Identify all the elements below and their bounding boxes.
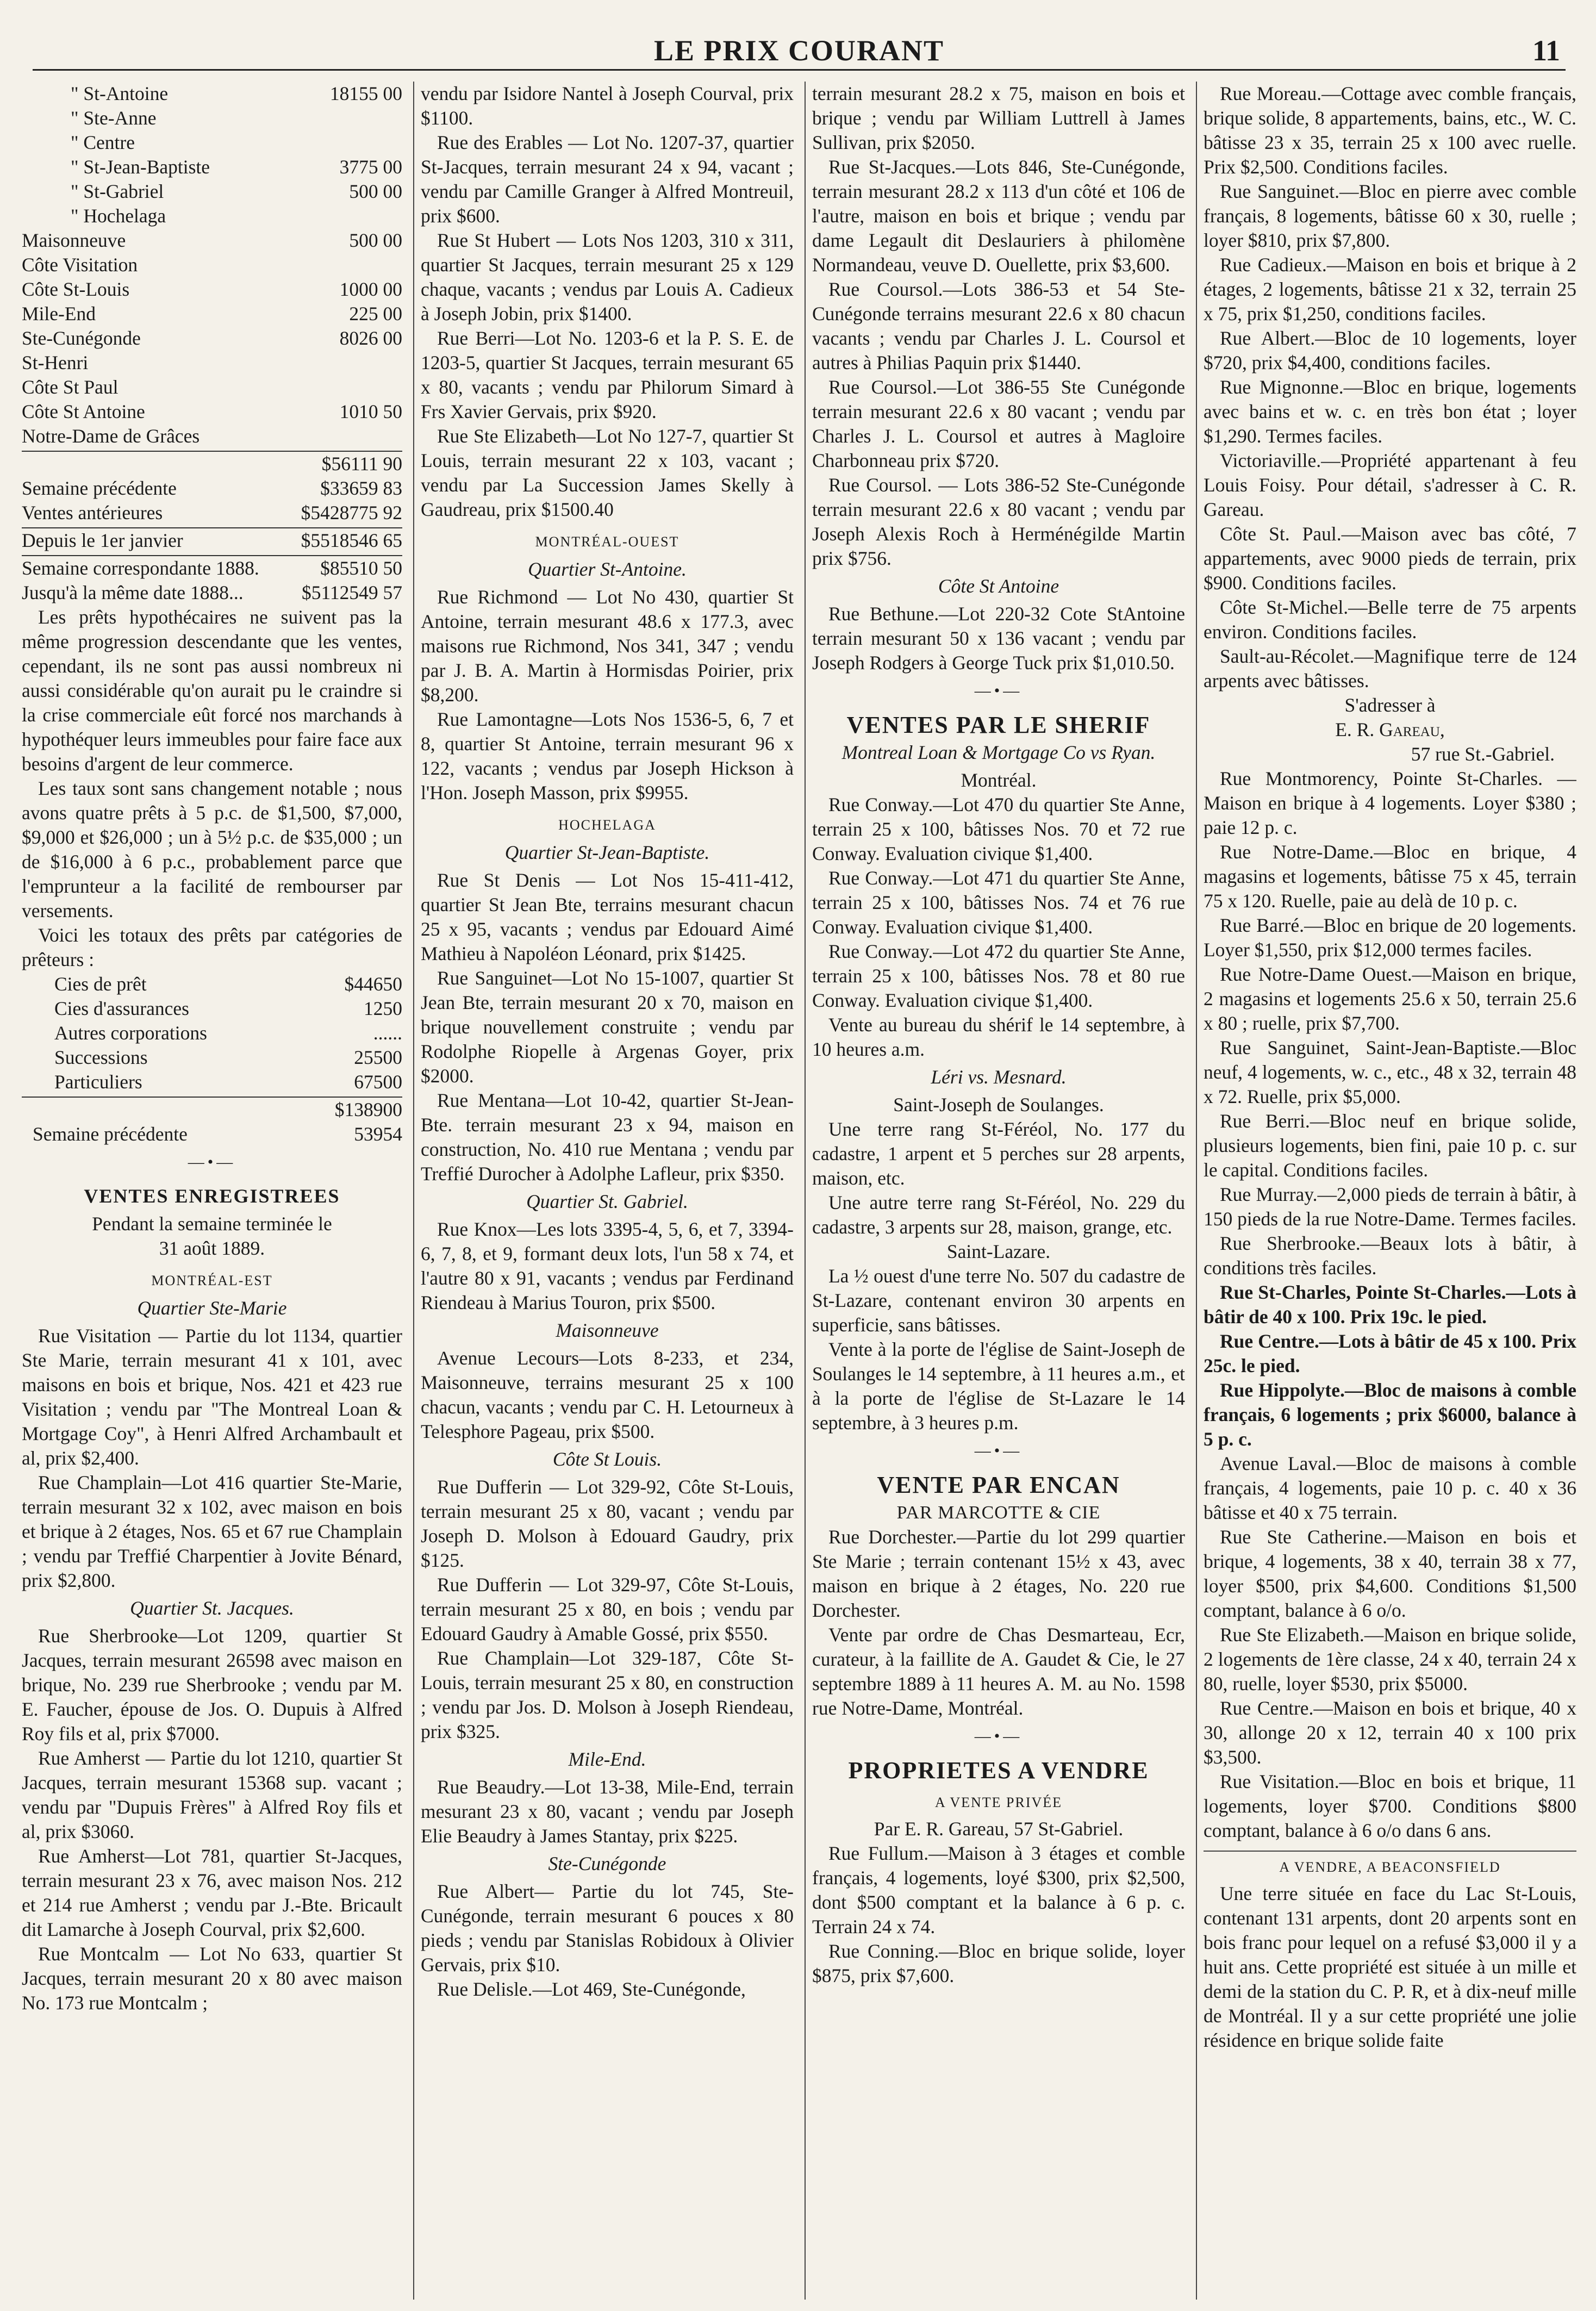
same-date-row: Jusqu'à la même date 1888... $5112549 57 [22, 582, 402, 603]
table-row [54, 996, 402, 1021]
sale-entry: Rue St-Jacques.—Lots 846, Ste-Cunégonde, terrain mesurant 28.2 x 113 d'un côté et 106 de l'autre, maison en bois et brique ; vendu par dame Legault dit Deslauriers à philomène Normandeau, veuve D. Ouellette, prix $3,600. [812, 156, 1185, 276]
row-label: Successions [54, 1047, 148, 1068]
row-value [397, 130, 402, 155]
ward-heading: Ste-Cunégonde [548, 1853, 666, 1874]
table-row [22, 130, 402, 155]
listing: Rue Notre-Dame Ouest.—Maison en brique, 2 magasins et logements 25.6 x 50, terrain 25.6 x 80 ; ruelle, prix $7,700. [1204, 963, 1576, 1034]
table-row [22, 424, 402, 449]
sale-entry: Une terre rang St-Féréol, No. 177 du cadastre, 1 arpent et 5 perches sur 28 arpents, maison, etc. [812, 1118, 1185, 1189]
prev-week-row: Semaine précédente $33659 83 [22, 477, 402, 499]
place-heading: Saint-Lazare. [946, 1241, 1051, 1262]
ward-heading: Quartier Ste-Marie [137, 1297, 287, 1319]
sale-entry: Rue Lamontagne—Lots Nos 1536-5, 6, 7 et 8, quartier St Antoine, terrain mesurant 96 x 122, vacants ; vendus par Joseph Hickson à l'Hon. Joseph Masson, prix $9955. [421, 708, 794, 803]
week-date: 31 août 1889. [159, 1237, 265, 1259]
row-value: 225 00 [349, 303, 402, 325]
row-value: 500 00 [349, 180, 402, 202]
sale-entry: Rue Conway.—Lot 472 du quartier Ste Anne, terrain 25 x 100, bâtisses Nos. 78 et 80 rue Conway. Evaluation civique $1,400. [812, 940, 1185, 1011]
listing: Rue Montmorency, Pointe St-Charles. —Maison en brique à 4 logements. Loyer $380 ; paie 12 p. c. [1204, 768, 1576, 838]
column-1 [22, 82, 402, 2300]
listing: Rue Hippolyte.—Bloc de maisons à comble français, 6 logements ; prix $6000, balance à 5 p. c. [1204, 1379, 1576, 1450]
table-row [54, 1021, 402, 1045]
table-row [22, 277, 402, 302]
corr-week-row: Semaine correspondante 1888. $85510 50 [22, 555, 402, 581]
page-header [33, 22, 1566, 71]
table-row [22, 375, 402, 400]
page-number: 11 [1532, 34, 1560, 67]
row-label: Côte St Paul [22, 376, 119, 398]
sale-entry: Rue Coursol.—Lots 386-53 et 54 Ste-Cunégonde terrains mesurant 22.6 x 80 chacun vacants ; vendu par Charles J. L. Coursol et autres à Philias Paquin prix $1440. [812, 278, 1185, 373]
row-value: 18155 00 [329, 83, 402, 104]
sale-entry: Rue Sanguinet—Lot No 15-1007, quartier St Jean Bte, terrain mesurant 20 x 70, maison en brique nouvellement construite ; vendu par Rodolphe Riopelle à Argenas Goyer, prix $2000. [421, 967, 794, 1087]
listing: Rue Sherbrooke.—Beaux lots à bâtir, à conditions très faciles. [1204, 1232, 1576, 1279]
row-value [397, 106, 402, 130]
row-value: 500 00 [349, 229, 402, 251]
row-label: " Centre [71, 132, 135, 153]
listing: Avenue Laval.—Bloc de maisons à comble français, 4 logements, paie 10 p. c. 40 x 36 bâtisse et 40 x 75 terrain. [1204, 1453, 1576, 1523]
sale-entry: Une autre terre rang St-Féréol, No. 229 du cadastre, 3 arpents sur 28, maison, grange, etc. [812, 1192, 1185, 1238]
table-row [22, 400, 402, 424]
table-row [22, 253, 402, 277]
row-label: Mile-End [22, 303, 96, 325]
listing: Rue Centre.—Lots à bâtir de 45 x 100. Prix 25c. le pied. [1204, 1330, 1576, 1376]
row-value [397, 351, 402, 375]
sale-entry: Avenue Lecours—Lots 8-233, et 234, Maisonneuve, terrains mesurant 25 x 100 chacun, vacants ; vendu par C. H. Letourneux à Telesphore Pageau, prix $500. [421, 1347, 794, 1442]
listing: Rue Cadieux.—Maison en bois et brique à 2 étages, 2 logements, bâtisse 21 x 32, terrain 25 x 75, prix $1,250, conditions faciles. [1204, 254, 1576, 325]
district-heading: MONTRÉAL-EST [151, 1273, 273, 1288]
listing: Côte St. Paul.—Maison avec bas côté, 7 appartements, avec 9000 pieds de terrain, prix $900. Conditions faciles. [1204, 523, 1576, 594]
listing: Rue Barré.—Bloc en brique de 20 logements. Loyer $1,550, prix $12,000 termes faciles. [1204, 914, 1576, 961]
sale-entry: Rue Visitation — Partie du lot 1134, quartier Ste Marie, terrain mesurant 41 x 101, avec maisons en bois et brique, Nos. 421 et 423 rue Visitation ; vendu par "The Montreal Loan & Mortgage Coy", à Henri Alfred Archambault et al, prix $2,400. [22, 1325, 402, 1469]
row-label: Autres corporations [54, 1022, 207, 1044]
sale-entry: Rue Delisle.—Lot 469, Ste-Cunégonde, [437, 1978, 746, 2000]
ward-heading: Quartier St-Jean-Baptiste. [504, 842, 710, 863]
listing: Rue Moreau.—Cottage avec comble français, brique solide, 8 appartements, bains, etc., W. C. bâtisse 23 x 35, terrain 25 x 100 avec ruelle. Prix $2,500. Conditions faciles. [1204, 83, 1576, 178]
row-value: 67500 [354, 1071, 402, 1093]
table-row [54, 972, 402, 996]
table-row [22, 204, 402, 228]
row-value: 8026 00 [339, 327, 402, 349]
separator: —•— [974, 1442, 1023, 1460]
table-row [22, 179, 402, 204]
paragraph: Voici les totaux des prêts par catégories de prêteurs : [22, 924, 402, 970]
section-heading: VENTES PAR LE SHERIF [846, 712, 1151, 738]
row-label: " St-Gabriel [71, 180, 164, 202]
row-value [397, 253, 402, 277]
listing: Victoriaville.—Propriété appartenant à feu Louis Foisy. Pour détail, s'adresser à C. R. Gareau. [1204, 450, 1576, 520]
sale-entry: Vente par ordre de Chas Desmarteau, Ecr, curateur, à la faillite de A. Gaudet & Cie, le 27 septembre 1889 à 11 heures A. M. au No. 1598 rue Notre-Dame, Montréal. [812, 1624, 1185, 1719]
agent-line: Par E. R. Gareau, 57 St-Gabriel. [874, 1818, 1124, 1840]
row-label: Ste-Cunégonde [22, 327, 141, 349]
row-label: Côte St-Louis [22, 278, 130, 300]
contact-line: S'adresser à [1344, 694, 1436, 716]
place-heading: Montréal. [961, 769, 1037, 791]
table-row [22, 82, 402, 106]
auctioneer: PAR MARCOTTE & CIE [896, 1503, 1101, 1523]
week-line: Pendant la semaine terminée le [92, 1213, 332, 1235]
lenders-total-row: $138900 [22, 1097, 402, 1122]
subheading: A VENTE PRIVÉE [934, 1795, 1063, 1810]
since-jan-row: Depuis le 1er janvier $5518546 65 [22, 527, 402, 553]
ward-heading: Côte St Antoine [938, 575, 1059, 597]
table-row [22, 326, 402, 351]
row-value: ...... [373, 1022, 402, 1044]
listing: Rue Notre-Dame.—Bloc en brique, 4 magasins et logements, bâtisse 75 x 45, terrain 75 x 120. Ruelle, paie au delà de 10 p. c. [1204, 841, 1576, 912]
row-value: 25500 [354, 1047, 402, 1068]
table-row [54, 1045, 402, 1070]
ward-heading: Quartier St. Jacques. [130, 1597, 294, 1619]
sale-entry: Rue Bethune.—Lot 220-32 Cote StAntoine terrain mesurant 50 x 136 vacant ; vendu par Joseph Rodgers à George Tuck prix $1,010.50. [812, 603, 1185, 674]
sale-entry: Rue Albert— Partie du lot 745, Ste-Cunégonde, terrain mesurant 6 pouces x 80 pieds ; vendu par Stanislas Robidoux à Olivier Gervais, prix $10. [421, 1880, 794, 1976]
sale-entry: Rue Coursol.—Lot 386-55 Ste Cunégonde terrain mesurant 22.6 x 80 vacant ; vendu par Charles J. L. Coursol et autres à Magloire Charbonneau prix $720. [812, 376, 1185, 471]
separator: —•— [974, 1727, 1023, 1745]
row-label: " St-Jean-Baptiste [71, 156, 210, 178]
row-label: " Hochelaga [71, 205, 166, 227]
row-label: Côte St Antoine [22, 401, 145, 422]
sale-entry: Rue Amherst—Lot 781, quartier St-Jacques, terrain mesurant 23 x 76, avec maison Nos. 212 et 214 rue Amherst ; vendu par J.-Bte. Bricault dit Lamarche à Joseph Courval, prix $2,600. [22, 1845, 402, 1940]
sale-entry: Rue Champlain—Lot 416 quartier Ste-Marie, terrain mesurant 32 x 102, avec maison en bois et brique à 2 étages, Nos. 65 et 67 rue Champlain ; vendu par Treffié Charpentier à Jovite Bénard, prix $2,800. [22, 1472, 402, 1591]
sale-entry: Rue Richmond — Lot No 430, quartier St Antoine, terrain mesurant 48.6 x 177.3, avec maisons rue Richmond, Nos 341, 347 ; vendu par J. B. A. Martin à Hormisdas Poirier, prix $8,200. [421, 586, 794, 706]
sale-entry: vendu par Isidore Nantel à Joseph Courval, prix $1100. [421, 83, 794, 129]
sale-entry: Rue des Erables — Lot No. 1207-37, quartier St-Jacques, terrain mesurant 24 x 94, vacant ; vendu par Camille Granger à Alfred Montreuil, prix $600. [421, 132, 794, 227]
listing: Côte St-Michel.—Belle terre de 75 arpents environ. Conditions faciles. [1204, 596, 1576, 643]
total-row: $56111 90 [22, 451, 402, 476]
row-label: St-Henri [22, 352, 89, 373]
table-row [22, 351, 402, 375]
column-2 [413, 82, 794, 2300]
row-value: 1000 00 [339, 278, 402, 300]
row-label: Particuliers [54, 1071, 142, 1093]
paragraph: Les taux sont sans changement notable ; nous avons quatre prêts à 5 p.c. de $1,500, $7,000, $9,000 et $26,000 ; un à 5½ p.c. de $35,000 ; un de $16,000 à 6 p.c., probablement parce que l'emprunteur a la facilité de rembourser par versements. [22, 777, 402, 921]
case-heading: Léri vs. Mesnard. [931, 1066, 1067, 1088]
sale-entry: Rue St Hubert — Lots Nos 1203, 310 x 311, quartier St Jacques, terrain mesurant 25 x 129 chaque, vacants ; vendus par Louis A. Cadieux à Joseph Jobin, prix $1400. [421, 229, 794, 325]
sale-entry: Rue Knox—Les lots 3395-4, 5, 6, et 7, 3394-6, 7, 8, et 9, formant deux lots, l'un 58 x 74, et l'autre 80 x 91, vacants ; vendus par Ferdinand Riendeau à Marius Touron, prix $500. [421, 1218, 794, 1313]
sale-entry: Vente à la porte de l'église de Saint-Joseph de Soulanges le 14 septembre, à 11 heures a.m., et à la porte de l'église de St-Lazare le 14 septembre, à 3 heures p.m. [812, 1338, 1185, 1434]
sale-entry: Vente au bureau du shérif le 14 septembre, à 10 heures a.m. [812, 1014, 1185, 1060]
paragraph: Les prêts hypothécaires ne suivent pas la même progression descendante que les ventes, cependant, ils ne sont pas aussi nombreux ni aussi considérable qu'on aurait pu le craindre si la crise commerciale eût forcé nos marchands à hypothéquer leurs immeubles pour faire face aux besoins d'argent de leur commerce. [22, 606, 402, 775]
listing: Rue Mignonne.—Bloc en brique, logements avec bains et w. c. en très bon état ; loyer $1,290. Termes faciles. [1204, 376, 1576, 447]
lender-totals [22, 972, 402, 1094]
ward-heading: Quartier St. Gabriel. [526, 1191, 688, 1212]
listing: Rue Ste Catherine.—Maison en bois et brique, 4 logements, 38 x 40, terrain 38 x 77, loyer $500, prix $4,600. Conditions $1,500 comptant, balance à 6 o/o. [1204, 1526, 1576, 1621]
ward-totals [22, 82, 402, 449]
ward-heading: Côte St Louis. [552, 1448, 662, 1470]
sale-entry: Rue Dorchester.—Partie du lot 299 quartier Ste Marie ; terrain contenant 15½ x 43, avec maison en brique à 2 étages, No. 220 rue Dorchester. [812, 1526, 1185, 1621]
row-label: " Ste-Anne [71, 107, 157, 129]
prior-sales-row: Ventes antérieures $5428775 92 [22, 502, 402, 524]
sale-entry: Rue Champlain—Lot 329-187, Côte St-Louis, terrain mesurant 25 x 80, en construction ; vendu par Jos. D. Molson à Joseph Riendeau, prix $325. [421, 1647, 794, 1742]
row-value: 1010 50 [339, 401, 402, 422]
row-label: Maisonneuve [22, 229, 126, 251]
row-value: $44650 [344, 973, 402, 995]
separator: —•— [188, 1153, 236, 1171]
sale-entry: Rue Conning.—Bloc en brique solide, loyer $875, prix $7,600. [812, 1940, 1185, 1986]
row-label: Notre-Dame de Grâces [22, 425, 200, 447]
row-value [397, 375, 402, 400]
section-heading: VENTE PAR ENCAN [877, 1472, 1120, 1498]
sale-entry: Rue Mentana—Lot 10-42, quartier St-Jean-Bte. terrain mesurant 23 x 94, maison en construction, No. 410 rue Mentana ; vendu par Treffié Durocher à Adolphe Lafleur, prix $350. [421, 1089, 794, 1185]
listing: Rue Albert.—Bloc de 10 logements, loyer $720, prix $4,400, conditions faciles. [1204, 327, 1576, 373]
subheading: A VENDRE, A BEACONSFIELD [1204, 1851, 1576, 1879]
sale-entry: Rue Berri—Lot No. 1203-6 et la P. S. E. de 1203-5, quartier St Jacques, terrain mesurant 65 x 80, vacants ; vendu par Philorum Simard à Frs Xavier Gervais, prix $920. [421, 327, 794, 422]
district-heading: HOCHELAGA [558, 817, 656, 833]
row-value [397, 424, 402, 449]
listing: Rue Berri.—Bloc neuf en brique solide, plusieurs logements, bien fini, paie 10 p. c. sur le capital. Conditions faciles. [1204, 1110, 1576, 1181]
sale-entry: Rue Conway.—Lot 470 du quartier Ste Anne, terrain 25 x 100, bâtisses Nos. 70 et 72 rue Conway. Evaluation civique $1,400. [812, 794, 1185, 864]
listing: Rue Ste Elizabeth.—Maison en brique solide, 2 logements de 1ère classe, 24 x 40, terrain 24 x 80, ruelle, loyer $530, prix $5000. [1204, 1624, 1576, 1695]
sale-entry: La ½ ouest d'une terre No. 507 du cadastre de St-Lazare, contenant environ 30 arpents en superficie, sans bâtisses. [812, 1265, 1185, 1336]
sale-entry: Rue Fullum.—Maison à 3 étages et comble français, 4 logements, loyé $300, prix $2,500, dont $500 comptant et la balance à 6 p. c. Terrain 24 x 74. [812, 1842, 1185, 1938]
listing: Une terre située en face du Lac St-Louis, contenant 131 arpents, dont 20 arpents sont en bois franc pour lequel on a refusé $3,000 il y a huit ans. Cette propriété est située à un mille et demi de la station du C. P. R, et à dix-neuf mille de Montréal. Il y a sur cette propriété une jolie résidence en brique solide faite [1204, 1883, 1576, 2051]
table-row [22, 155, 402, 179]
row-value: 3775 00 [339, 156, 402, 178]
ward-heading: Maisonneuve [556, 1319, 659, 1341]
table-row [22, 106, 402, 130]
sale-entry: Rue Amherst — Partie du lot 1210, quartier St Jacques, terrain mesurant 15368 sup. vacant ; vendu par "Dupuis Frères" à Alfred Roy fils et al, prix $3060. [22, 1747, 402, 1842]
agent-name: E. R. Gareau, [1335, 719, 1445, 740]
column-4 [1196, 82, 1576, 2300]
listing: Rue Sanguinet, Saint-Jean-Baptiste.—Bloc neuf, 4 logements, w. c., etc., 48 x 32, terrain 48 x 72. Ruelle, prix $5,000. [1204, 1037, 1576, 1107]
row-value [397, 204, 402, 228]
newspaper-title: LE PRIX COURANT [653, 34, 945, 67]
row-label: Cies de prêt [54, 973, 147, 995]
sale-entry: Rue St Denis — Lot Nos 15-411-412, quartier St Jean Bte, terrains mesurant chacun 25 x 95, vacants ; vendus par Edouard Aimé Mathieu à Napoléon Léonard, prix $1425. [421, 869, 794, 964]
ward-heading: Mile-End. [568, 1748, 646, 1770]
lenders-prev-row: Semaine précédente 53954 [33, 1123, 402, 1145]
listing: Sault-au-Récolet.—Magnifique terre de 124 arpents avec bâtisses. [1204, 645, 1576, 692]
row-label: Cies d'assurances [54, 998, 189, 1019]
sale-entry: Rue Beaudry.—Lot 13-38, Mile-End, terrain mesurant 23 x 80, vacant ; vendu par Joseph Elie Beaudry à James Stantay, prix $225. [421, 1776, 794, 1847]
sale-entry: Rue Coursol. — Lots 386-52 Ste-Cunégonde terrain mesurant 22.6 x 80 vacant ; vendu par Joseph Alexis Roch à Herménégilde Martin prix $756. [812, 474, 1185, 569]
columns [22, 82, 1576, 2300]
place-heading: Saint-Joseph de Soulanges. [893, 1094, 1104, 1116]
table-row [54, 1070, 402, 1094]
table-row [22, 302, 402, 326]
section-heading: PROPRIETES A VENDRE [848, 1757, 1149, 1784]
listing: Rue Centre.—Maison en bois et brique, 40 x 30, allonge 20 x 12, terrain 40 x 100 prix $3,500. [1204, 1697, 1576, 1768]
table-row [22, 228, 402, 253]
sale-entry: Rue Conway.—Lot 471 du quartier Ste Anne, terrain 25 x 100, bâtisses Nos. 74 et 76 rue Conway. Evaluation civique $1,400. [812, 867, 1185, 938]
section-heading: VENTES ENREGISTREES [84, 1185, 340, 1207]
sale-entry: Rue Ste Elizabeth—Lot No 127-7, quartier St Louis, terrain mesurant 22 x 103, vacant ; vendu par La Succession James Skelly à Gaudreau, prix $1500.40 [421, 425, 794, 520]
row-label: Côte Visitation [22, 254, 138, 276]
sale-entry: terrain mesurant 28.2 x 75, maison en bois et brique ; vendu par William Luttrell à James Sullivan, prix $2050. [812, 83, 1185, 153]
row-value: 1250 [364, 998, 402, 1019]
listing: Rue Visitation.—Bloc en bois et brique, 11 logements, loyer $700. Conditions $800 comptant, balance à 6 o/o dans 6 ans. [1204, 1771, 1576, 1841]
listing: Rue St-Charles, Pointe St-Charles.—Lots à bâtir de 40 x 100. Prix 19c. le pied. [1204, 1281, 1576, 1328]
case-heading: Montreal Loan & Mortgage Co vs Ryan. [841, 742, 1156, 763]
listing: Rue Sanguinet.—Bloc en pierre avec comble français, 8 logements, bâtisse 60 x 30, ruelle ; loyer $810, prix $7,800. [1204, 180, 1576, 251]
row-label: " St-Antoine [71, 83, 169, 104]
listing: Rue Murray.—2,000 pieds de terrain à bâtir, à 150 pieds de la rue Notre-Dame. Termes faciles. [1204, 1183, 1576, 1230]
column-3 [805, 82, 1185, 2300]
sale-entry: Rue Dufferin — Lot 329-92, Côte St-Louis, terrain mesurant 25 x 80, vacant ; vendu par Joseph D. Molson à Edouard Gaudry, prix $125. [421, 1476, 794, 1571]
agent-address: 57 rue St.-Gabriel. [1411, 743, 1555, 765]
district-heading: MONTRÉAL-OUEST [535, 534, 679, 550]
sale-entry: Rue Dufferin — Lot 329-97, Côte St-Louis, terrain mesurant 25 x 80, en bois ; vendu par Edouard Gaudry à Amable Gossé, prix $550. [421, 1574, 794, 1645]
sale-entry: Rue Sherbrooke—Lot 1209, quartier St Jacques, terrain mesurant 26598 avec maison en brique, No. 239 rue Sherbrooke ; vendu par M. E. Faucher, épouse de Jos. O. Dupuis à Alfred Roy fils et al, prix $7000. [22, 1625, 402, 1745]
separator: —•— [974, 682, 1023, 700]
sale-entry: Rue Montcalm — Lot No 633, quartier St Jacques, terrain mesurant 20 x 80 avec maison No. 173 rue Montcalm ; [22, 1943, 402, 2014]
ward-heading: Quartier St-Antoine. [528, 558, 687, 580]
